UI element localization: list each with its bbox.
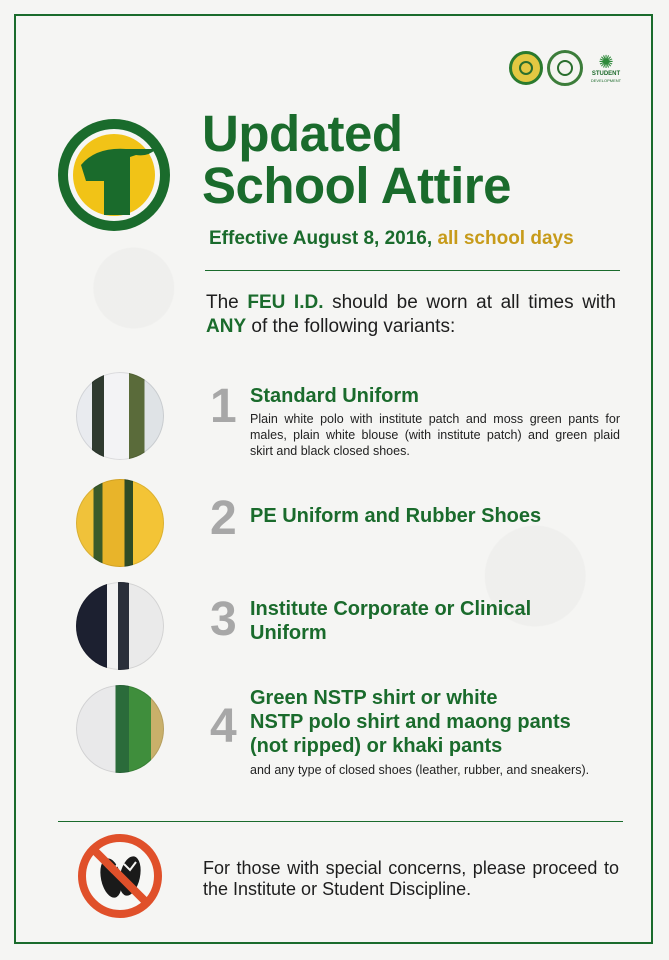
intro-part-3: of the following variants: (246, 316, 456, 337)
nstp-shirt-photo (76, 685, 164, 773)
item-title-4-line-2: NSTP polo shirt and maong pants (250, 711, 571, 733)
intro-text (206, 291, 616, 339)
student-development-line2: DEVELOPMENT (590, 78, 622, 83)
item-title-4-line-1: Green NSTP shirt or white (250, 687, 498, 709)
header-logos (509, 50, 625, 86)
footer-note: For those with special concerns, please proceed to the Institute or Student Discipline. (203, 858, 619, 899)
title-line-2: School Attire (202, 157, 511, 214)
standard-uniform-photo (76, 372, 164, 460)
item-number-2: 2 (210, 492, 237, 545)
sun-icon: ✺ (598, 52, 614, 72)
pe-uniform-photo (76, 479, 164, 567)
item-title-4-line-3: (not ripped) or khaki pants (250, 735, 503, 757)
item-number-4: 4 (210, 700, 237, 753)
seal-icon (509, 51, 543, 85)
item-description-4: and any type of closed shoes (leather, rubber, and sneakers). (250, 763, 590, 777)
effective-highlight: all school days (437, 228, 574, 249)
item-title-2: PE Uniform and Rubber Shoes (250, 505, 542, 527)
divider (205, 270, 620, 271)
seal-icon (547, 50, 583, 86)
effective-date (209, 228, 574, 250)
item-number-3: 3 (210, 593, 237, 646)
item-title-3-line-2: Uniform (250, 622, 327, 644)
item-title-3 (250, 597, 531, 645)
corporate-uniform-photo (76, 582, 164, 670)
item-number-1: 1 (210, 380, 237, 433)
student-development-logo (587, 53, 625, 83)
item-title-1: Standard Uniform (250, 385, 419, 407)
feu-tamaraw-logo (56, 117, 172, 233)
intro-bold-feu-id: FEU I.D. (247, 292, 324, 313)
effective-prefix: Effective August 8, 2016, (209, 228, 433, 249)
intro-part-2: should be worn at all times with (323, 292, 616, 313)
student-development-line1: STUDENT (591, 71, 621, 77)
item-title-4 (250, 686, 571, 758)
item-title-3-line-1: Institute Corporate or Clinical (250, 598, 532, 620)
no-slippers-icon (76, 832, 164, 920)
intro-bold-any: ANY (206, 316, 247, 337)
divider (58, 821, 623, 822)
item-description-1: Plain white polo with institute patch and moss green pants for males, plain white blouse (with institute patch) and green plaid skirt and black closed shoes. (250, 412, 620, 458)
title-line-1: Updated (202, 105, 403, 162)
intro-part-1: The (206, 292, 248, 313)
page-title (202, 105, 511, 214)
